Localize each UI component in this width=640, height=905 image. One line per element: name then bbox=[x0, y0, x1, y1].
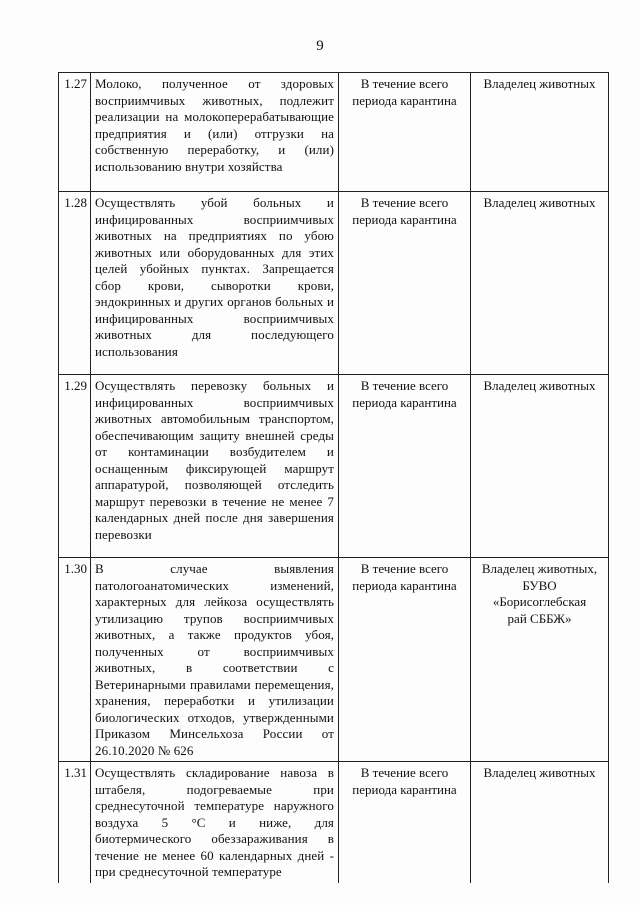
row-responsible bbox=[471, 73, 609, 192]
measures-table bbox=[58, 72, 609, 883]
table-row bbox=[59, 73, 609, 192]
row-responsible bbox=[471, 762, 609, 883]
row-number: 1.31 bbox=[59, 762, 91, 883]
table-row bbox=[59, 558, 609, 762]
row-responsible bbox=[471, 375, 609, 558]
row-action: Осуществлять складирование навоза в штабеля, подогреваемые при среднесуточной температуре наружного воздуха 5 °С и ниже, для биотермического обеззараживания в течение не менее 60 календарных дней - при среднесуточной температуре bbox=[91, 762, 339, 883]
row-term: В течение всего периода карантина bbox=[339, 375, 471, 558]
row-term: В течение всего периода карантина bbox=[339, 558, 471, 762]
table-row bbox=[59, 375, 609, 558]
row-responsible bbox=[471, 192, 609, 375]
row-action: Осуществлять убой больных и инфицированных восприимчивых животных на предприятиях по убою животных или оборудованных для этих целей убойных пунктах. Запрещается сбор крови, сыворотки крови, эндокринных и других органов больных и инфицированных восприимчивых животных для последующего использования bbox=[91, 192, 339, 375]
row-term: В течение всего периода карантина bbox=[339, 192, 471, 375]
responsible-line: Владелец животных bbox=[483, 765, 596, 780]
row-number: 1.30 bbox=[59, 558, 91, 762]
responsible-line: «Борисоглебская bbox=[492, 594, 587, 609]
row-action: Молоко, полученное от здоровых восприимчивых животных, подлежит реализации на молокоперерабатывающие предприятия и (или) отгрузки на собственную переработку, и (или) использованию внутри хозяйства bbox=[91, 73, 339, 192]
responsible-line: Владелец животных bbox=[483, 76, 596, 91]
responsible-line: Владелец животных, bbox=[481, 561, 598, 576]
row-number: 1.29 bbox=[59, 375, 91, 558]
row-number: 1.28 bbox=[59, 192, 91, 375]
responsible-line: Владелец животных bbox=[483, 378, 596, 393]
responsible-line: рай СББЖ» bbox=[507, 610, 572, 626]
row-term: В течение всего периода карантина bbox=[339, 73, 471, 192]
row-term: В течение всего периода карантина bbox=[339, 762, 471, 883]
table-row bbox=[59, 762, 609, 883]
row-action: Осуществлять перевозку больных и инфицированных восприимчивых животных автомобильным транспортом, обеспечивающим защиту внешней среды от контаминации возбудителем и оснащенным фиксирующей маршрут аппаратурой, позволяющей отследить маршрут перевозки в течение не менее 7 календарных дней после дня завершения перевозки bbox=[91, 375, 339, 558]
table-row bbox=[59, 192, 609, 375]
row-responsible bbox=[471, 558, 609, 762]
row-action: В случае выявления патологоанатомических изменений, характерных для лейкоза осуществлять утилизацию трупов восприимчивых животных, а также продуктов убоя, полученных от восприимчивых животных, в соответствии с Ветеринарными правилами перемещения, хранения, переработки и утилизации биологических отходов, утвержденными Приказом Минсельхоза России от 26.10.2020 № 626 bbox=[91, 558, 339, 762]
responsible-line: БУВО bbox=[522, 577, 557, 593]
row-number: 1.27 bbox=[59, 73, 91, 192]
responsible-line: Владелец животных bbox=[483, 195, 596, 210]
page-number: 9 bbox=[316, 38, 324, 54]
